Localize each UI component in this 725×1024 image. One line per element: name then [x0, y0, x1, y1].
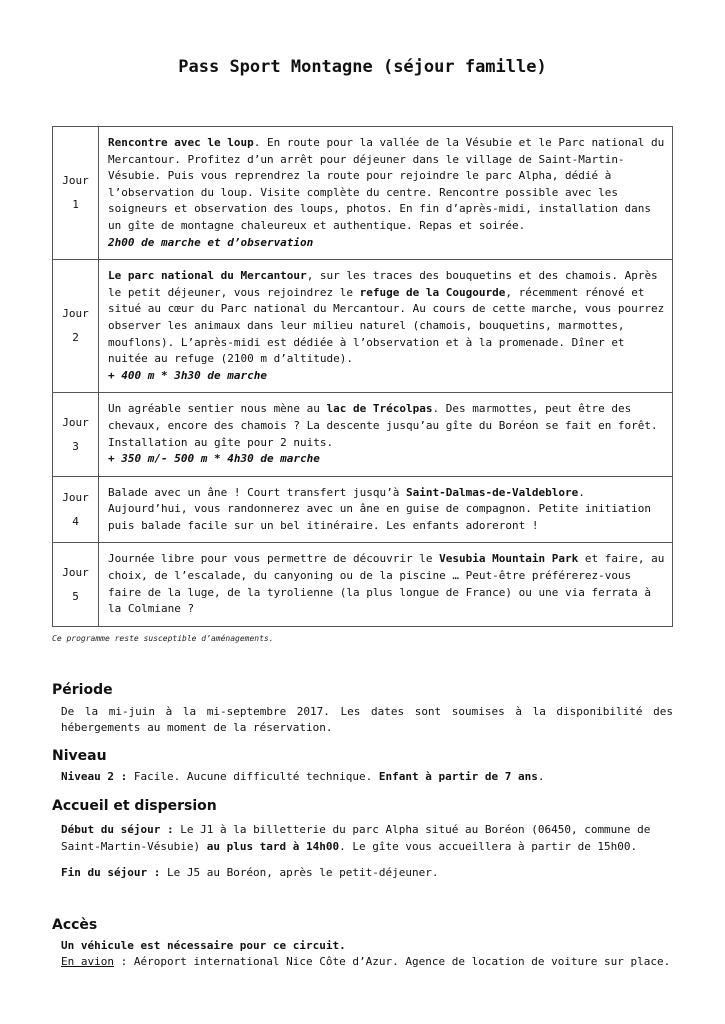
emphasis-text: 2h00 de marche et d’observation	[108, 235, 314, 249]
day-label	[53, 543, 99, 626]
emphasis-text: Rencontre avec le loup	[108, 136, 254, 149]
niveau-age: Enfant à partir de 7 ans	[378, 770, 538, 783]
day-description	[99, 127, 673, 260]
description-line	[108, 268, 664, 285]
description-line	[108, 201, 664, 218]
day-row	[53, 543, 673, 626]
day-description	[99, 393, 673, 476]
day-word: Jour	[62, 415, 89, 429]
description-line	[108, 185, 664, 202]
text-segment: puis balade facile sur un bel itinéraire. Les enfants adoreront !	[108, 518, 539, 532]
description-line	[108, 368, 664, 385]
program-table	[52, 126, 673, 627]
text-segment: , sur les traces des bouquetins et des chamois. Après	[306, 269, 658, 283]
text-segment: Vésubie. Puis vous reprendrez la route pour rejoindre le parc Alpha, dédié à	[108, 169, 612, 183]
description-line	[108, 518, 664, 535]
text-segment: situé au cœur du Parc national du Mercantour. Au cours de cette marche, vous pourrez	[108, 302, 665, 316]
text-segment: Journée libre pour vous permettre de découvrir le	[108, 552, 440, 566]
day-row	[53, 260, 673, 393]
day-number: 1	[72, 198, 79, 212]
text-segment: faire de la luge, de la tyrolienne (la plus longue de France) ou une via ferrata à	[108, 585, 652, 599]
day-word: Jour	[62, 490, 89, 504]
emphasis-text: Le parc national du Mercantour	[108, 269, 307, 283]
description-line	[108, 485, 664, 502]
description-line	[108, 351, 664, 368]
periode-text: De la mi-juin à la mi-septembre 2017. Les dates sont soumises à la disponibilité des hébergements au moment de la réservation.	[61, 705, 673, 734]
text-segment: soigneurs et observation des loups, photos. En fin d’après-midi, installation dans	[108, 202, 652, 216]
fin-sejour	[61, 865, 673, 881]
description-line	[108, 501, 664, 518]
niveau-label: Niveau 2 :	[61, 770, 128, 783]
day-description	[99, 476, 673, 543]
day-number: 4	[72, 514, 79, 528]
text-segment: l’observation du loup. Visite complète du centre. Rencontre possible avec les	[108, 185, 618, 199]
accueil-heading: Accueil et dispersion	[52, 798, 217, 814]
text-segment: la Colmiane ?	[108, 602, 195, 616]
text-segment: et faire, au	[578, 552, 665, 566]
text-segment: Installation au gîte pour 2 nuits.	[108, 435, 334, 449]
description-line	[108, 152, 664, 169]
periode-heading: Période	[52, 682, 113, 698]
day-description	[99, 543, 673, 626]
text-segment: observer les animaux dans leur milieu naturel (chamois, bouquetins, marmottes,	[108, 318, 625, 332]
description-line	[108, 285, 664, 302]
description-line	[108, 568, 664, 585]
day-word: Jour	[62, 174, 89, 188]
text-segment: , récemment rénové et	[505, 285, 645, 299]
description-line	[108, 418, 664, 435]
debut-end: . Le gîte vous accueillera à partir de 15h00.	[339, 840, 638, 853]
avion-text: : Aéroport international Nice Côte d’Azur. Agence de location de voiture sur place.	[113, 955, 671, 968]
day-number: 5	[72, 589, 79, 603]
text-segment: . Des marmottes, peut être des	[432, 402, 632, 416]
day-number: 2	[72, 331, 79, 345]
description-line	[108, 318, 664, 335]
description-line	[108, 451, 664, 468]
text-segment: un gîte de montagne chaleureux et authentique. Repas et soirée.	[108, 218, 526, 232]
text-segment: . En route pour la vallée de la Vésubie et le Parc national du	[253, 136, 665, 149]
emphasis-text: lac de Trécolpas	[326, 402, 433, 416]
description-line	[108, 301, 664, 318]
emphasis-text: + 350 m/- 500 m * 4h30 de marche	[108, 452, 320, 466]
text-segment: Un agréable sentier nous mène au	[108, 402, 327, 416]
day-label	[53, 476, 99, 543]
description-line	[108, 551, 664, 568]
text-segment: .	[578, 485, 585, 499]
day-number: 3	[72, 439, 79, 453]
fin-text: Le J5 au Boréon, après le petit-déjeuner.	[160, 866, 439, 879]
emphasis-text: + 400 m * 3h30 de marche	[108, 368, 267, 382]
emphasis-text: refuge de la Cougourde	[359, 285, 506, 299]
day-label	[53, 393, 99, 476]
description-line	[108, 135, 664, 152]
acces-avion	[61, 954, 673, 970]
text-segment: nuitée au refuge (2100 m d’altitude).	[108, 352, 354, 366]
debut-text: Le J1 à la billetterie du parc Alpha situé au Boréon (06450, commune de Saint-Martin-Vésubie)	[61, 823, 651, 853]
emphasis-text: Saint-Dalmas-de-Valdeblore	[406, 485, 579, 499]
description-line	[108, 168, 664, 185]
text-segment: choix, de l’escalade, du canyoning ou de la piscine … Peut-être préférerez-vous	[108, 569, 632, 583]
niveau-description: Facile. Aucune difficulté technique.	[127, 770, 379, 783]
day-description	[99, 260, 673, 393]
niveau-text	[61, 769, 673, 785]
fin-label: Fin du séjour :	[61, 866, 161, 879]
day-row	[53, 476, 673, 543]
day-label	[53, 127, 99, 260]
description-line	[108, 335, 664, 352]
program-note: Ce programme reste susceptible d’aménagements.	[52, 634, 274, 643]
description-line	[108, 601, 664, 618]
page-title: Pass Sport Montagne (séjour famille)	[178, 57, 547, 77]
text-segment: chevaux, encore des chamois ? La descente jusqu’au gîte du Boréon se fait en forêt.	[108, 418, 658, 432]
acces-vehicle: Un véhicule est nécessaire pour ce circuit.	[61, 939, 346, 952]
niveau-heading: Niveau	[52, 748, 107, 764]
avion-label: En avion	[61, 955, 114, 968]
debut-deadline: au plus tard à 14h00	[206, 840, 340, 853]
acces-heading: Accès	[52, 917, 98, 933]
description-line	[108, 235, 664, 252]
description-line	[108, 218, 664, 235]
day-word: Jour	[62, 307, 89, 321]
text-segment: Balade avec un âne ! Court transfert jusqu’à	[108, 485, 407, 499]
text-segment: mouflons). L’après-midi est dédiée à l’observation et à la promenade. Dîner et	[108, 335, 625, 349]
day-word: Jour	[62, 565, 89, 579]
day-row	[53, 127, 673, 260]
description-line	[108, 435, 664, 452]
niveau-end: .	[537, 770, 545, 783]
day-row	[53, 393, 673, 476]
text-segment: le petit déjeuner, vous rejoindrez le	[108, 285, 360, 299]
day-label	[53, 260, 99, 393]
emphasis-text: Vesubia Mountain Park	[439, 552, 579, 566]
description-line	[108, 585, 664, 602]
text-segment: Aujourd’hui, vous randonnerez avec un âne en guise de compagnon. Petite initiation	[108, 502, 652, 516]
text-segment: Mercantour. Profitez d’un arrêt pour déjeuner dans le village de Saint-Martin-	[108, 152, 625, 166]
debut-sejour	[61, 821, 673, 855]
description-line	[108, 401, 664, 418]
debut-label: Début du séjour :	[61, 823, 174, 836]
